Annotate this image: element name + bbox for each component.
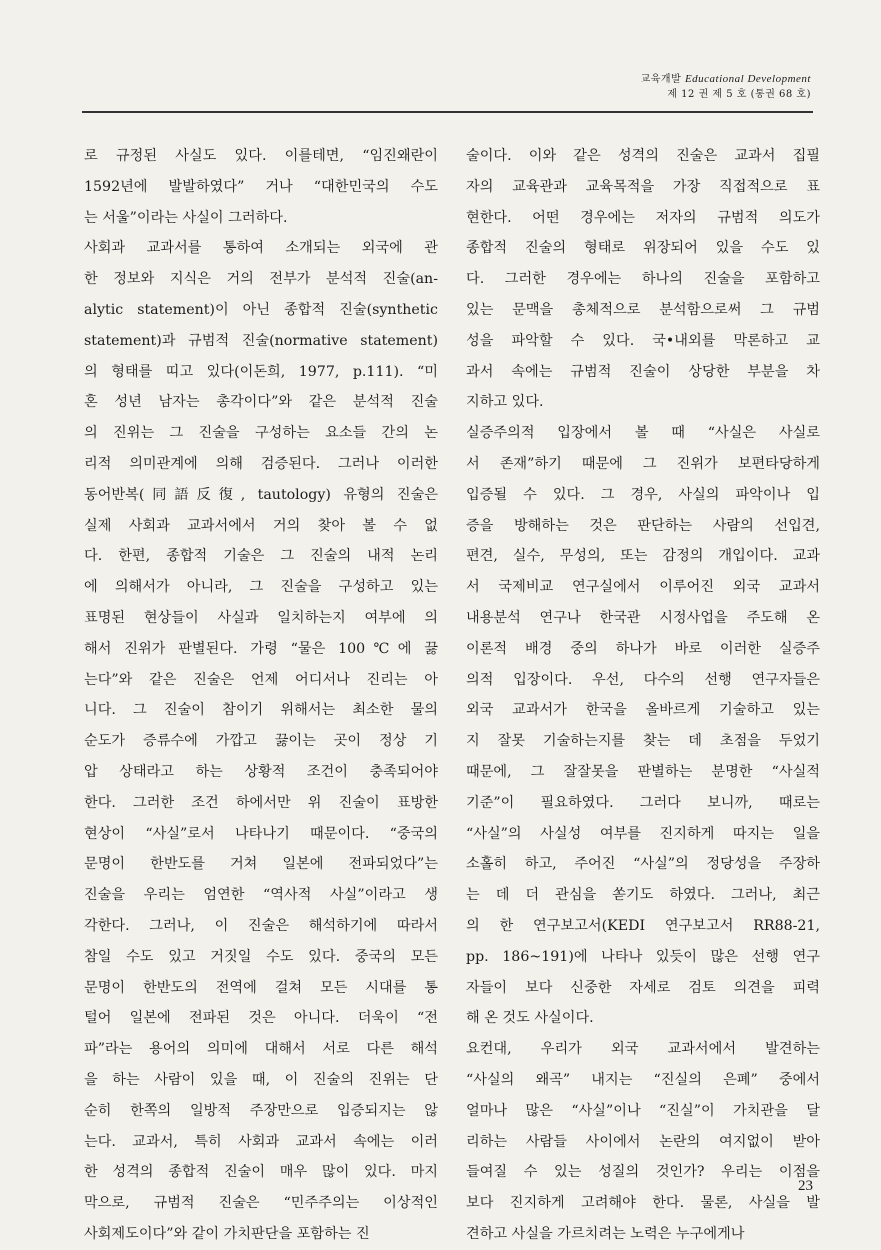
text-line: 소홀히 하고, 주어진 “사실”의 정당성을 주장하 [466, 856, 820, 873]
text-line: 의 한 연구보고서(KEDI 연구보고서 RR88-21, [466, 917, 820, 934]
text-line: 해서 진위가 판별된다. 가령 “물은 100℃에 끓 [84, 640, 438, 657]
text-line: 들여질 수 있는 성질의 것인가? 우리는 이점을 [466, 1164, 820, 1181]
text-line: 파”라는 용어의 의미에 대해서 서로 다른 해석 [84, 1041, 438, 1058]
text-line: statement)과 규범적 진술(normative statement) [84, 332, 438, 349]
text-line: 요컨대, 우리가 외국 교과서에서 발견하는 [466, 1041, 820, 1058]
header-rule [82, 111, 813, 113]
text-line: 는다”와 같은 진술은 언제 어디서나 진리는 아 [84, 671, 438, 688]
left-column [84, 141, 438, 1250]
text-line: 입증될 수 있다. 그 경우, 사실의 파악이나 입 [466, 486, 820, 503]
text-line: 압 상태라고 하는 상황적 조건이 충족되어야 [84, 763, 438, 780]
text-line: 리하는 사람들 사이에서 논란의 여지없이 받아 [466, 1133, 820, 1150]
text-line: 한다. 그러한 조건 하에서만 위 진술이 표방한 [84, 794, 438, 811]
text-line: 현상이 “사실”로서 나타나기 때문이다. “중국의 [84, 825, 438, 842]
text-line: 을 하는 사람이 있을 때, 이 진술의 진위는 단 [84, 1071, 438, 1088]
text-line: 과서 속에는 규범적 진술이 상당한 부분을 차 [466, 363, 820, 380]
text-line: 한 정보와 지식은 거의 전부가 분석적 진술(an- [84, 271, 438, 288]
text-line: 는다. 교과서, 특히 사회과 교과서 속에는 이러 [84, 1133, 438, 1150]
text-line: 얼마나 많은 “사실”이나 “진실”이 가치관을 달 [466, 1102, 820, 1119]
text-line: alytic statement)이 아닌 종합적 진술(synthetic [84, 301, 438, 318]
text-line: 순히 한쪽의 일방적 주장만으로 입증되지는 않 [84, 1102, 438, 1119]
text-line: 견하고 사실을 가르치려는 노력은 누구에게나 [466, 1225, 745, 1242]
journal-title-en: Educational Development [684, 73, 811, 85]
text-line: “사실의 왜곡” 내지는 “진실의 은폐” 중에서 [466, 1071, 820, 1088]
text-line: 술이다. 이와 같은 성격의 진술은 교과서 집필 [466, 148, 820, 164]
journal-title-kr: 교육개발 [640, 74, 682, 85]
journal-title [641, 72, 811, 87]
text-line: 의적 입장이다. 우선, 다수의 선행 연구자들은 [466, 671, 820, 688]
text-line: 자들이 보다 신중한 자세로 검토 의견을 피력 [466, 979, 820, 996]
text-line: 실증주의적 입장에서 볼 때 “사실은 사실로 [466, 425, 820, 442]
text-line: 다. 그러한 경우에는 하나의 진술을 포함하고 [466, 271, 820, 288]
right-column [466, 141, 820, 1250]
text-line: 한 성격의 종합적 진술이 매우 많이 있다. 마지 [84, 1164, 438, 1181]
text-line: pp. 186~191)에 나타나 있듯이 많은 선행 연구 [466, 948, 820, 965]
text-line: 니다. 그 진술이 참이기 위해서는 최소한 물의 [84, 702, 438, 719]
text-line: 서 존재”하기 때문에 그 진위가 보편타당하게 [466, 455, 820, 472]
text-line: “사실”의 사실성 여부를 진지하게 따지는 일을 [466, 825, 820, 842]
text-line: 사회과 교과서를 통하여 소개되는 외국에 관 [84, 240, 438, 257]
text-line: 실제 사회과 교과서에서 거의 찾아 볼 수 없 [84, 517, 438, 534]
text-line: 로 규정된 사실도 있다. 이를테면, “임진왜란이 [84, 148, 438, 164]
text-line: 각한다. 그러나, 이 진술은 해석하기에 따라서 [84, 917, 438, 934]
text-line: 참일 수도 있고 거짓일 수도 있다. 중국의 모든 [84, 948, 438, 965]
text-line: 자의 교육관과 교육목적을 가장 직접적으로 표 [466, 178, 820, 195]
text-line: 리적 의미관계에 의해 검증된다. 그러나 이러한 [84, 455, 438, 472]
page-number: 23 [798, 1178, 813, 1194]
text-line: 문명이 한반도의 전역에 걸쳐 모든 시대를 통 [84, 979, 438, 996]
text-line: 는 데 더 관심을 쏟기도 하였다. 그러나, 최근 [466, 887, 820, 904]
text-line: 문명이 한반도를 거쳐 일본에 전파되었다”는 [84, 856, 438, 873]
text-line: 보다 진지하게 고려해야 한다. 물론, 사실을 발 [466, 1195, 820, 1212]
text-line: 지하고 있다. [466, 394, 544, 411]
text-line: 다. 한편, 종합적 기술은 그 진술의 내적 논리 [84, 548, 438, 565]
text-line: 성을 파악할 수 있다. 국•내외를 막론하고 교 [466, 332, 820, 349]
issue-info: 제 12 권 제 5 호 (통권 68 호) [667, 89, 811, 100]
text-line: 에 의해서가 아니라, 그 진술을 구성하고 있는 [84, 579, 438, 596]
text-line: 사회제도이다”와 같이 가치판단을 포함하는 진 [84, 1225, 370, 1242]
text-line: 지 잘못 기술하는지를 찾는 데 초점을 두었기 [466, 733, 820, 750]
text-line: 해 온 것도 사실이다. [466, 1010, 594, 1027]
text-line: 증을 방해하는 것은 판단하는 사람의 선입견, [466, 517, 820, 534]
text-line: 서 국제비교 연구실에서 이루어진 외국 교과서 [466, 579, 820, 596]
text-line: 순도가 증류수에 가깝고 끓이는 곳이 정상 기 [84, 733, 438, 750]
text-line: 있는 문맥을 총체적으로 분석함으로써 그 규범 [466, 301, 820, 318]
text-line: 막으로, 규범적 진술은 “민주주의는 이상적인 [84, 1195, 438, 1212]
text-line: 혼 성년 남자는 총각이다”와 같은 분석적 진술 [84, 394, 438, 411]
text-line: 내용분석 연구나 한국관 시정사업을 주도해 온 [466, 609, 820, 626]
text-line: 종합적 진술의 형태로 위장되어 있을 수도 있 [466, 240, 820, 257]
text-line: 의 진위는 그 진술을 구성하는 요소들 간의 논 [84, 425, 438, 442]
text-line: 외국 교과서가 한국을 올바르게 기술하고 있는 [466, 702, 820, 719]
text-line: 표명된 현상들이 사실과 일치하는지 여부에 의 [84, 609, 438, 626]
text-line: 기준”이 필요하였다. 그러다 보니까, 때로는 [466, 794, 820, 811]
text-line: 이론적 배경 중의 하나가 바로 이러한 실증주 [466, 640, 820, 657]
text-line: 진술을 우리는 엄연한 “역사적 사실”이라고 생 [84, 887, 438, 904]
text-line: 때문에, 그 잘잘못을 판별하는 분명한 “사실적 [466, 763, 820, 780]
text-line: 편견, 실수, 무성의, 또는 감정의 개입이다. 교과 [466, 548, 820, 565]
text-line: 1592년에 발발하였다” 거나 “대한민국의 수도 [84, 178, 438, 195]
text-line: 는 서울”이라는 사실이 그러하다. [84, 209, 288, 226]
text-line: 현한다. 어떤 경우에는 저자의 규범적 의도가 [466, 209, 820, 226]
text-line: 동어반복(同語反復, tautology) 유형의 진술은 [84, 486, 438, 503]
text-line: 털어 일본에 전파된 것은 아니다. 더욱이 “전 [84, 1010, 438, 1027]
running-header [641, 72, 811, 102]
text-line: 의 형태를 띠고 있다(이돈희, 1977, p.111). “미 [84, 363, 438, 380]
